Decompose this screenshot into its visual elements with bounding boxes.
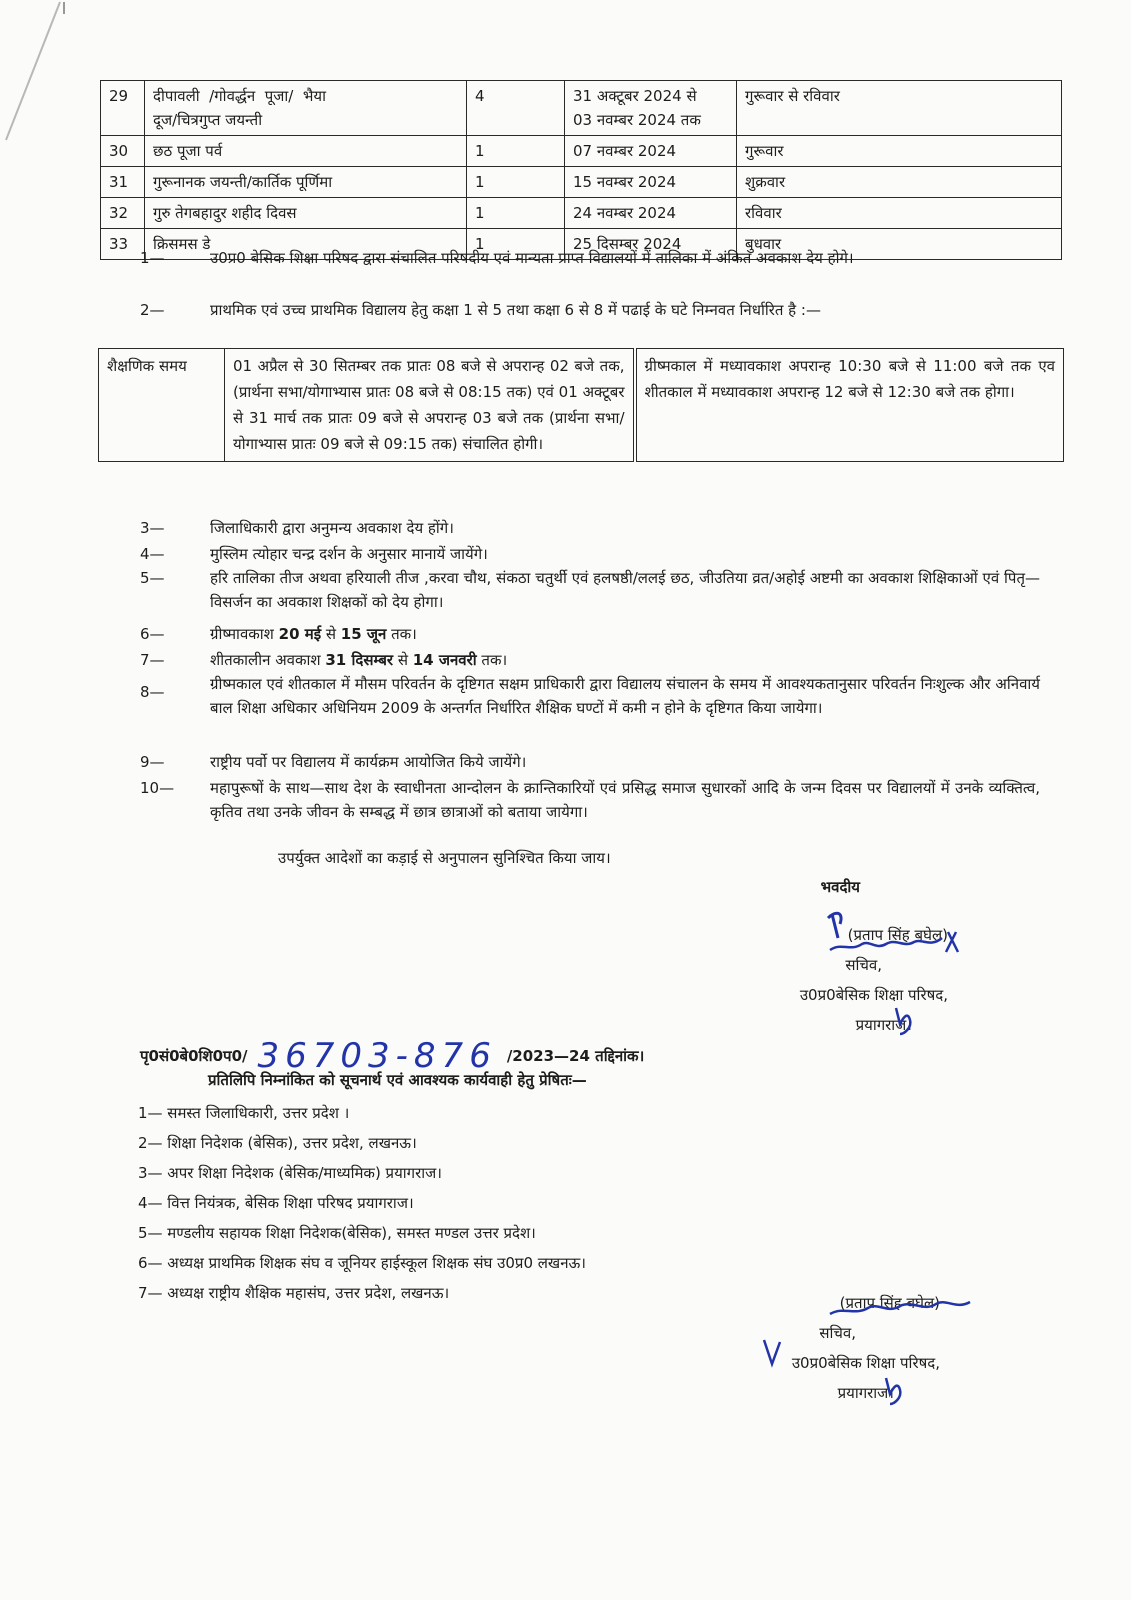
note-number: 4— [140,545,165,563]
holiday-date: 25 दिसम्बर 2024 [565,229,737,260]
signatory-city: प्रयागराज। [837,1384,894,1402]
closing-line: उपर्युक्त आदेशों का कड़ाई से अनुपालन सुनिश्चित किया जाय। [278,849,611,867]
signatory-city: प्रयागराज। [855,1016,912,1034]
row-number: 30 [101,136,145,167]
signatory-designation: सचिव, [819,1324,856,1342]
handwritten-signature-2 [820,1286,980,1326]
reference-prefix: पृ0सं0बे0शि0प0/ [140,1047,248,1065]
note-10 [140,776,1040,852]
note-text: महापुरूषों के साथ—साथ देश के स्वाधीनता आन्दोलन के क्रान्तिकारियों एवं प्रसिद्ध समाज सुधारकों आदि के जन्म दिवस पर विद्यालयों में उनके व्यक्तित्व, कृतिव तथा उनके जीवन के सम्बद्ध में छात्र छात्राओं को बताया जायेगा। [210,779,1040,821]
note-8 [140,672,1040,748]
holiday-weekday: गुरूवार [737,136,1062,167]
list-item: 2— शिक्षा निदेशक (बेसिक), उत्तर प्रदेश, लखनऊ। [138,1134,417,1152]
note-3 [140,516,1040,542]
note-6 [140,622,1040,648]
holiday-name: छठ पूजा पर्व [145,136,467,167]
holiday-date: 07 नवम्बर 2024 [565,136,737,167]
signatory-name: (प्रताप सिंह बघेल) [839,1294,940,1312]
note-9 [140,750,1040,776]
timing-break: ग्रीष्मकाल में मध्यावकाश अपरान्ह 10:30 बजे से 11:00 बजे तक एव शीतकाल में मध्यावकाश अपरान्ह 12 बजे से 12:30 बजे तक होगा। [635,349,1064,462]
note-4 [140,542,1040,568]
holiday-name: क्रिसमस डे [145,229,467,260]
signatory-office: उ0प्र0बेसिक शिक्षा परिषद, [799,986,948,1004]
table-row [101,136,1062,167]
list-item: 3— अपर शिक्षा निदेशक (बेसिक/माध्यमिक) प्रयागराज। [138,1164,442,1182]
holiday-weekday: रविवार [737,198,1062,229]
list-item: 5— मण्डलीय सहायक शिक्षा निदेशक(बेसिक), समस्त मण्डल उत्तर प्रदेश। [138,1224,536,1242]
scan-edge-mark [0,0,80,150]
holiday-days: 1 [467,198,565,229]
holiday-name: गुरूनानक जयन्ती/कार्तिक पूर्णिमा [145,167,467,198]
row-number: 33 [101,229,145,260]
holiday-date: 31 अक्टूबर 2024 से 03 नवम्बर 2024 तक [565,81,737,136]
note-5 [140,566,1040,616]
signature-flourish [760,1336,790,1368]
note-text: ग्रीष्मावकाश 20 मई से 15 जून तक। [210,625,417,643]
note-text: शीतकालीन अवकाश 31 दिसम्बर से 14 जनवरी तक। [210,651,508,669]
handwritten-signature-1 [810,902,970,962]
holiday-date: 15 नवम्बर 2024 [565,167,737,198]
note-text: जिलाधिकारी द्वारा अनुमन्य अवकाश देय होंगे। [210,519,454,537]
signatory-office: उ0प्र0बेसिक शिक्षा परिषद, [791,1354,940,1372]
row-number: 29 [101,81,145,136]
timing-label: शैक्षणिक समय [99,349,225,462]
note-text: राष्ट्रीय पर्वो पर विद्यालय में कार्यक्रम आयोजित किये जायेंगे। [210,753,527,771]
holiday-days: 1 [467,167,565,198]
list-item: 7— अध्यक्ष राष्ट्रीय शैक्षिक महासंघ, उत्तर प्रदेश, लखनऊ। [138,1284,450,1302]
holiday-weekday: बुधवार [737,229,1062,260]
signatory-designation: सचिव, [845,956,882,974]
note-7 [140,648,1040,674]
signatory-name: (प्रताप सिंह बघेल) [847,926,948,944]
table-row [101,198,1062,229]
row-number: 32 [101,198,145,229]
copy-forwarded-line: प्रतिलिपि निम्नांकित को सूचनार्थ एवं आवश्यक कार्यवाही हेतु प्रेषितः— [208,1071,587,1089]
distribution-list [138,1098,586,1308]
note-text: प्राथमिक एवं उच्च प्राथमिक विद्यालय हेतु कक्षा 1 से 5 तथा कक्षा 6 से 8 में पढाई के घटे निम्नवत निर्धारित है :— [210,301,821,319]
salutation: भवदीय [820,878,860,896]
note-number: 9— [140,753,165,771]
salutation-block [700,872,860,902]
table-row [99,349,1064,462]
handwritten-reference-number: 36703-876 [257,1036,497,1076]
row-number: 31 [101,167,145,198]
note-text: हरि तालिका तीज अथवा हरियाली तीज ,करवा चौथ, संकठा चतुर्थी एवं हलषष्ठी/ललई छठ, जीउतिया व्रत/अहोई अष्टमी का अवकाश शिक्षिकाओं एवं पितृ—विसर्जन का अवकाश शिक्षकों को देय होगा। [210,569,1040,611]
note-number: 2— [140,301,165,319]
holiday-name: गुरु तेगबहादुर शहीद दिवस [145,198,467,229]
note-number: 3— [140,519,165,537]
table-row [101,167,1062,198]
note-text: मुस्लिम त्योहार चन्द्र दर्शन के अनुसार मानायें जायेंगे। [210,545,488,563]
reference-suffix: /2023—24 तद्दिनांक। [506,1047,645,1065]
table-row [101,81,1062,136]
holiday-days: 1 [467,136,565,167]
note-number: 6— [140,625,165,643]
holiday-weekday: शुक्रवार [737,167,1062,198]
initials-mark [890,1004,920,1038]
note-number: 1— [140,249,165,267]
initials-mark [880,1374,910,1408]
timing-hours: 01 अप्रैल से 30 सितम्बर तक प्रातः 08 बजे से अपरान्ह 02 बजे तक, (प्रार्थना सभा/योगाभ्यास प्रातः 08 बजे से 08:15 तक) एवं 01 अक्टूबर से 31 मार्च तक प्रातः 09 बजे से अपरान्ह 03 बजे तक (प्रार्थना सभा/योगाभ्यास प्रातः 09 बजे से 09:15 तक) संचालित होगी। [225,349,635,462]
holiday-weekday: गुरूवार से रविवार [737,81,1062,136]
note-2 [140,298,1040,348]
note-number: 5— [140,569,165,587]
list-item: 4— वित्त नियंत्रक, बेसिक शिक्षा परिषद प्रयागराज। [138,1194,414,1212]
school-timing-table [98,348,1064,462]
note-number: 7— [140,651,165,669]
holiday-days: 1 [467,229,565,260]
holiday-table [100,80,1062,260]
list-item: 1— समस्त जिलाधिकारी, उत्तर प्रदेश । [138,1104,350,1122]
note-number: 8— [140,683,165,701]
holiday-name: दीपावली /गोवर्द्धन पूजा/ भैया दूज/चित्रगुप्त जयन्ती [145,81,467,136]
note-number: 10— [140,779,175,797]
holiday-days: 4 [467,81,565,136]
note-text: उ0प्र0 बेसिक शिक्षा परिषद द्वारा संचालित परिषदीय एवं मान्यता प्राप्त विद्यालयों में तालिका में अंकित अवकाश देय होगे। [210,249,854,267]
list-item: 6— अध्यक्ष प्राथमिक शिक्षक संघ व जूनियर हाईस्कूल शिक्षक संघ उ0प्र0 लखनऊ। [138,1254,586,1272]
note-1 [140,246,1040,296]
holiday-date: 24 नवम्बर 2024 [565,198,737,229]
note-text: ग्रीष्मकाल एवं शीतकाल में मौसम परिवर्तन के दृष्टिगत सक्षम प्राधिकारी द्वारा विद्यालय संचालन के समय में आवश्यकतानुसार परिवर्तन निःशुल्क और अनिवार्य बाल शिक्षा अधिकार अधिनियम 2009 के अन्तर्गत निर्धारित शैक्षिक घण्टों में कमी न होने के दृष्टिगत किया जायेगा। [210,675,1040,717]
